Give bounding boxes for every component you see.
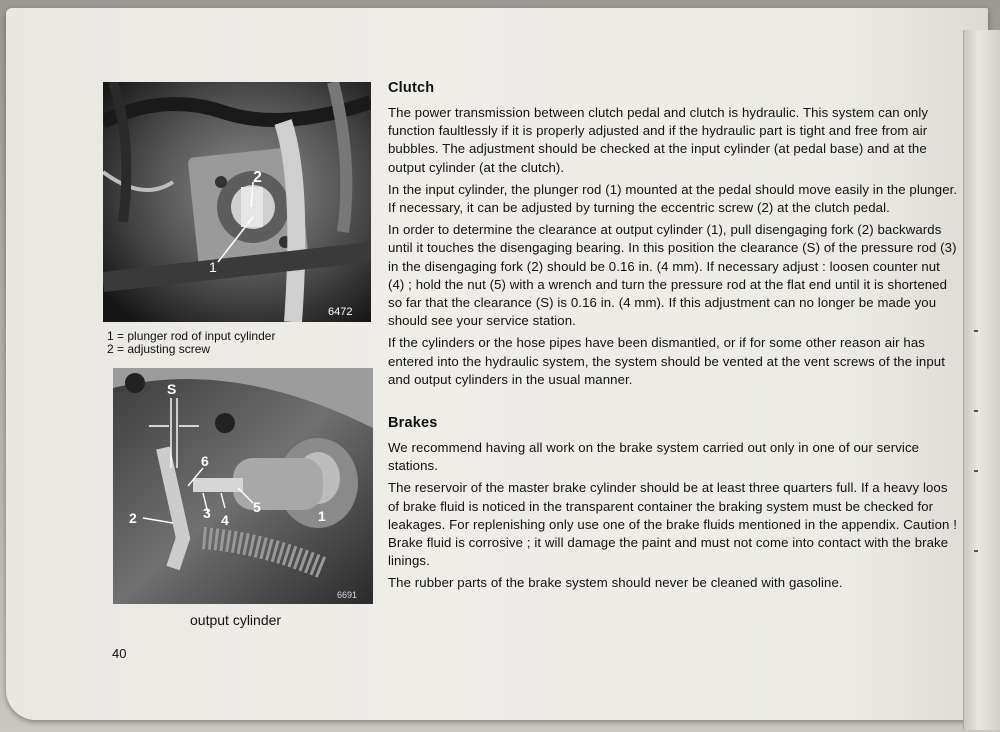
next-page-edge [963, 30, 1000, 730]
input-cylinder-legend [107, 330, 275, 356]
output-cylinder-caption: output cylinder [190, 612, 282, 628]
photo-label-2: 2 [129, 510, 137, 526]
paragraph: We recommend having all work on the brake system carried out only in one of our service stations. [388, 440, 920, 474]
section-heading: Clutch [388, 80, 435, 96]
paragraph: If the cylinders or the hose pipes have been dismantled, or if for some other reason air has entered into the hydraulic system, the system should be vented at the vent screws of the input and output cylinders in the usual manner. [388, 335, 945, 387]
page-number: 40 [112, 646, 127, 661]
photo-id: 6691 [337, 590, 358, 600]
output-cylinder-photo [113, 368, 373, 604]
legend-item: 1 = plunger rod of input cylinder [107, 329, 276, 343]
photo-label-1: 1 [209, 259, 217, 275]
photo-label-4: 4 [221, 512, 229, 528]
section-clutch [388, 80, 958, 389]
photo-label-2: 2 [253, 169, 262, 186]
input-cylinder-photo [103, 82, 371, 322]
text-column [388, 80, 958, 597]
legend-item: 2 = adjusting screw [107, 342, 211, 356]
paragraph: The rubber parts of the brake system should never be cleaned with gasoline. [388, 575, 843, 591]
paragraph: The reservoir of the master brake cylinder should be at least three quarters full. If a heavy loos of brake fluid is noticed in the transparent container the braking system must be checked for leakages. For replenishing only use one of the brake fluids mentioned in the appendix. Caution ! Brake fluid is corrosive ; it will damage the paint and must not come into contact with the brake linings. [388, 480, 957, 569]
photo-label-5: 5 [253, 499, 261, 515]
section-brakes [388, 415, 958, 593]
photo-label-s: S [167, 381, 177, 397]
paragraph: In the input cylinder, the plunger rod (1) mounted at the pedal should move easily in the plunger. If necessary, it can be adjusted by turning the eccentric screw (2) at the clutch pedal. [388, 181, 958, 216]
paragraph: The power transmission between clutch pedal and clutch is hydraulic. This system can only function faultlessly if it is properly adjusted and if the hydraulic part is tight and free from air bubbles. The adjustment should be checked at the input cylinder (at pedal base) and at the output cylinder (at the clutch). [388, 105, 929, 175]
photo-label-6: 6 [201, 453, 209, 469]
photo-id: 6472 [328, 306, 353, 318]
paragraph: In order to determine the clearance at output cylinder (1), pull disengaging fork (2) backwards until it touches the disengaging bearing. In this position the clearance (S) of the pressure rod (3) in the disengaging fork (2) should be 0.16 in. (4 mm). If necessary adjust : loosen counter nut (4) ; hold the nut (5) with a wrench and turn the pressure rod at the flat end until it is shortened so far that the clearance (S) is 0.16 in. (4 mm). If this adjustment can no longer be made you should see your service station. [388, 222, 957, 329]
section-heading: Brakes [388, 415, 438, 432]
photo-label-1: 1 [318, 508, 326, 524]
photo-label-3: 3 [203, 505, 211, 521]
